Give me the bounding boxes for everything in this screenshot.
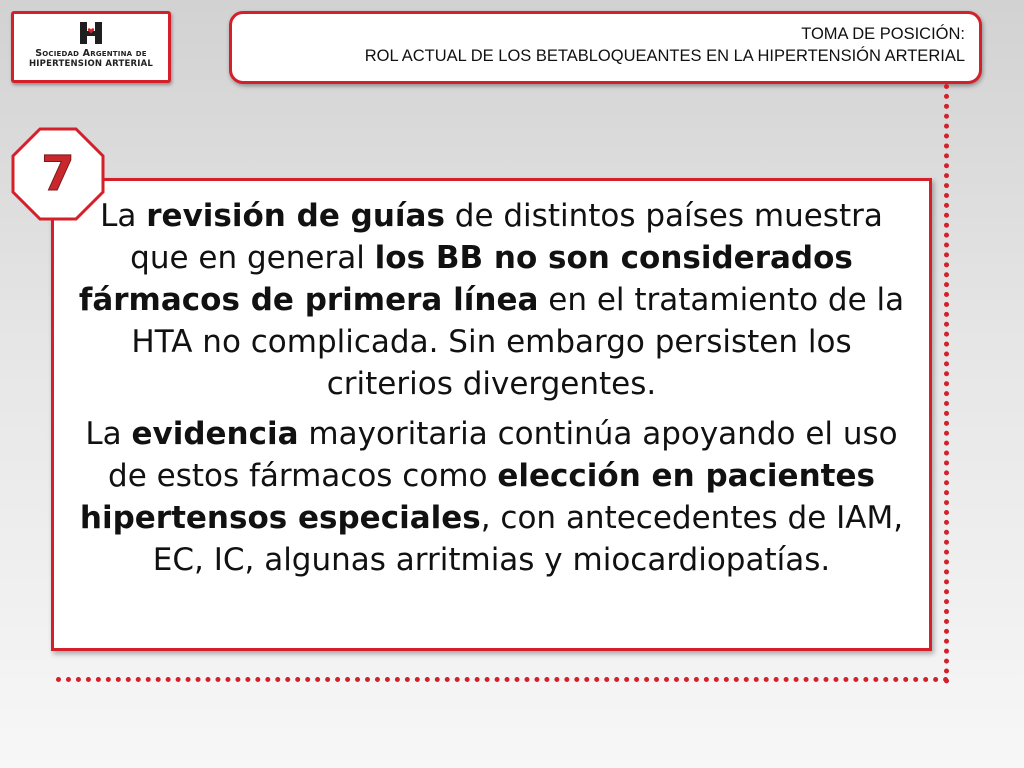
p2-bold-2: elección en pacientes hipertensos especiales: [79, 458, 875, 536]
dotted-connector-horizontal: [56, 677, 949, 682]
p2-text-3: , con antecedentes de IAM, EC, IC, algunas arritmias y miocardiopatías.: [152, 500, 904, 578]
body-paragraph-2: [68, 413, 915, 581]
p1-text-3: en el tratamiento de la HTA no complicada. Sin embargo persisten los criterios divergentes.: [131, 282, 905, 402]
header-title-line2: ROL ACTUAL DE LOS BETABLOQUEANTES EN LA HIPERTENSIÓN ARTERIAL: [364, 47, 965, 65]
p1-text-2: de distintos países muestra que en general: [130, 198, 883, 276]
logo-text-line2: HIPERTENSION ARTERIAL: [28, 59, 154, 69]
p2-text-1: La: [85, 416, 132, 452]
p2-bold-1: evidencia: [131, 416, 299, 452]
main-text-box: [51, 178, 932, 651]
header-title-line1: TOMA DE POSICIÓN:: [801, 25, 965, 43]
p1-text-1: La: [100, 198, 147, 234]
number-badge: [10, 126, 106, 222]
logo-text-line1: Sociedad Argentina de: [35, 48, 147, 59]
dotted-connector-vertical: [944, 84, 949, 684]
p1-bold-1: revisión de guías: [146, 198, 445, 234]
society-logo-icon: [78, 20, 104, 46]
p1-bold-2: los BB no son considerados fármacos de primera línea: [78, 240, 853, 318]
header-title-box: [229, 11, 982, 84]
badge-number: 7: [41, 146, 75, 202]
p2-text-2: mayoritaria continúa apoyando el uso de estos fármacos como: [108, 416, 898, 494]
body-paragraph-1: [68, 195, 915, 405]
logo: [11, 11, 171, 83]
